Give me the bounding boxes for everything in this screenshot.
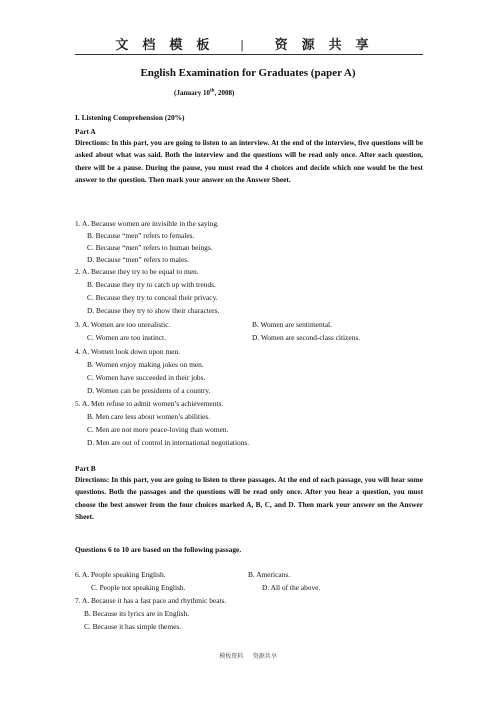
page-footer: 模板资料 资源共享 xyxy=(219,654,277,660)
q7-option-c: C. Because it has simple themes. xyxy=(84,622,182,631)
q6-option-d: D. All of the above. xyxy=(262,583,321,592)
part-a-directions: Directions: In this part, you are going to listen to an interview. At the end of the interview, five questions will be asked about what was said. Both the interview and the questions will be read only once. After each question, there will be a pause. During the pause, you must read the 4 choices and decide which one would be the best answer to the question. Then mark your answer on the Answer Sheet. xyxy=(75,138,423,185)
exam-date xyxy=(174,89,234,97)
q5-option-c: C. Men are not more peace-loving than women. xyxy=(87,425,229,434)
date-prefix: (January 10 xyxy=(174,89,210,97)
date-superscript: th xyxy=(209,88,215,94)
part-b-directions: Directions: In this part, you are going to listen to three passages. At the end of each passage, you will hear some questions. Both the passages and the questions will be read only once. After you hear a question, you must choose the best answer from the four choices marked A, B, C, and D. Then mark your answer on the Answer Sheet. xyxy=(75,475,423,522)
section-heading: I. Listening Comprehension (20%) xyxy=(75,113,185,122)
page-header: 文档模板 | 资源共享 xyxy=(115,37,383,52)
q1-option-d: D. Because “men” refers to males. xyxy=(87,255,189,264)
q2-option-d: D. Because they try to show their characters. xyxy=(87,306,220,315)
q3-option-d: D. Women are second-class citizens. xyxy=(252,333,361,342)
exam-title: English Examination for Graduates (paper A) xyxy=(140,67,356,79)
q2-option-c: C. Because they try to conceal their privacy. xyxy=(87,293,218,302)
q1-option-a: 1. A. Because women are invisible in the saying. xyxy=(75,219,219,228)
q3-option-a: 3. A. Women are too unrealistic. xyxy=(75,320,171,329)
date-suffix: , 2008) xyxy=(214,89,235,97)
q1-option-c: C. Because “men” refers to human beings. xyxy=(87,243,213,252)
questions-6-10-intro: Questions 6 to 10 are based on the following passage. xyxy=(75,545,242,554)
q6-option-a: 6. A. People speaking English. xyxy=(75,570,166,579)
q4-option-b: B. Women enjoy making jokes on men. xyxy=(87,360,204,369)
q5-option-a: 5. A. Men refuse to admit women’s achievements. xyxy=(75,399,224,408)
q5-option-d: D. Men are out of control in international negotiations. xyxy=(87,438,250,447)
q4-option-c: C. Women have succeeded in their jobs. xyxy=(87,373,206,382)
q7-option-b: B. Because its lyrics are in English. xyxy=(84,609,190,618)
q6-option-b: B. Americans. xyxy=(248,570,291,579)
q2-option-b: B. Because they try to catch up with trends. xyxy=(87,280,216,289)
q4-option-d: D. Women can be presidents of a country. xyxy=(87,386,211,395)
q4-option-a: 4. A. Women look down upon men. xyxy=(75,347,180,356)
q5-option-b: B. Men care less about women’s abilities. xyxy=(87,412,211,421)
q7-option-a: 7. A. Because it has a fast pace and rhythmic beats. xyxy=(75,596,227,605)
part-b-heading: Part B xyxy=(75,464,96,473)
q2-option-a: 2. A. Because they try to be equal to men. xyxy=(75,267,199,276)
q6-option-c: C. People not speaking English. xyxy=(91,583,186,592)
part-a-heading: Part A xyxy=(75,127,96,136)
q3-option-b: B. Women are sentimental. xyxy=(252,320,332,329)
q3-option-c: C. Women are too instinct. xyxy=(87,333,166,342)
q1-option-b: B. Because “men” refers to females. xyxy=(87,231,195,240)
header-rule xyxy=(75,54,423,55)
